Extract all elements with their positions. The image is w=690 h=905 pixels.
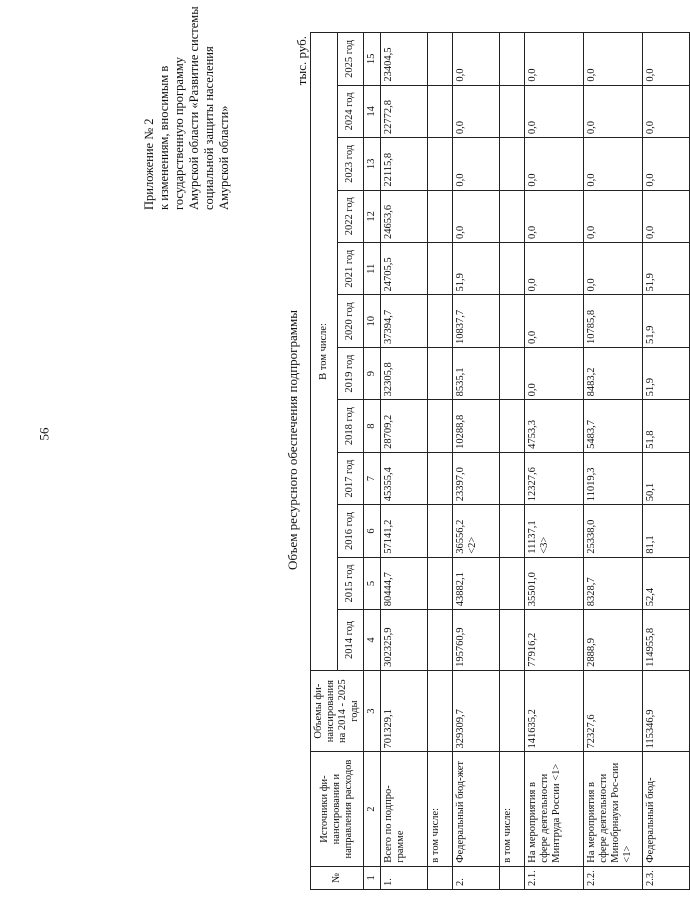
table-row [584,33,643,890]
column-number: 11 [364,243,381,295]
row-year-value [500,138,525,190]
row-year-value: 8483,2 [584,347,643,399]
row-year-value: 0,0 [453,33,500,86]
row-year-value: 0,0 [525,85,584,137]
row-year-value: 8328,7 [584,557,643,609]
row-year-value: 11019,3 [584,452,643,504]
row-number: 2.3. [643,866,690,889]
row-year-value: 80444,7 [381,557,428,609]
row-year-value: 35501,0 [525,557,584,609]
row-year-value: 0,0 [453,190,500,242]
column-number: 1 [364,866,381,889]
row-year-value: 77916,2 [525,610,584,671]
row-name: в том числе: [428,752,453,866]
row-year-value: 50,1 [643,452,690,504]
units-label: тыс. руб. [294,36,309,86]
row-year-value: 0,0 [453,85,500,137]
row-year-value [500,33,525,86]
column-number: 6 [364,505,381,557]
row-year-value: 8535,1 [453,347,500,399]
header-year: 2020 год [337,295,364,347]
row-name: Федеральный бюд-жет [453,752,500,866]
row-year-value: 0,0 [453,138,500,190]
appendix-line: Приложение № 2 [142,118,156,210]
row-name: в том числе: [500,752,525,866]
row-name: Всего по подпро-грамме [381,752,428,866]
row-number [500,866,525,889]
row-year-value: 0,0 [584,85,643,137]
row-total: 329309,7 [453,670,500,752]
row-year-value [500,295,525,347]
row-year-value: 51,9 [453,243,500,295]
row-year-value: 24705,5 [381,243,428,295]
row-year-value [500,452,525,504]
row-year-value [428,295,453,347]
table-row [428,33,453,890]
row-year-value [428,452,453,504]
header-year: 2023 год [337,138,364,190]
appendix-line: Амурской области «Развитие системы [187,6,201,210]
row-total: 701329,1 [381,670,428,752]
header-year: 2019 год [337,347,364,399]
header-total: Объемы фи-нансирования на 2014 - 2025 годы [311,670,364,752]
column-number: 3 [364,670,381,752]
row-year-value: 0,0 [525,33,584,86]
row-year-value [428,138,453,190]
header-including: В том числе: [311,33,338,671]
row-total [500,670,525,752]
header-year: 2024 год [337,85,364,137]
row-year-value: 0,0 [643,138,690,190]
header-year: 2021 год [337,243,364,295]
row-year-value: 11137,1 <3> [525,505,584,557]
appendix-line: государственную программу [172,56,186,210]
document-title: Объем ресурсного обеспечения подпрограммы [285,310,300,570]
row-year-value [500,190,525,242]
column-number: 5 [364,557,381,609]
row-year-value [428,85,453,137]
row-year-value [500,557,525,609]
row-year-value: 52,4 [643,557,690,609]
row-year-value: 81,1 [643,505,690,557]
row-year-value: 10785,8 [584,295,643,347]
header-year: 2025 год [337,33,364,86]
row-total: 141635,2 [525,670,584,752]
row-year-value [428,557,453,609]
header-year: 2022 год [337,190,364,242]
row-year-value: 23404,5 [381,33,428,86]
header-year: 2014 год [337,610,364,671]
table-row [453,33,500,890]
row-year-value: 45355,4 [381,452,428,504]
row-year-value [428,347,453,399]
column-number: 13 [364,138,381,190]
row-year-value: 195760,9 [453,610,500,671]
row-year-value [428,243,453,295]
appendix-note [142,6,232,210]
table-row [500,33,525,890]
row-year-value: 43882,1 [453,557,500,609]
row-year-value [500,85,525,137]
row-year-value: 37394,7 [381,295,428,347]
row-name: Федеральный бюд- [643,752,690,866]
row-year-value: 32305,8 [381,347,428,399]
row-year-value: 57141,2 [381,505,428,557]
row-year-value: 51,9 [643,295,690,347]
row-number: 1. [381,866,428,889]
row-year-value [428,610,453,671]
row-year-value: 12327,6 [525,452,584,504]
row-year-value: 10288,8 [453,400,500,452]
row-year-value: 23397,0 [453,452,500,504]
page-number: 56 [36,427,52,441]
row-year-value: 0,0 [525,347,584,399]
row-total: 115346,9 [643,670,690,752]
row-year-value: 0,0 [584,33,643,86]
row-year-value: 0,0 [584,190,643,242]
header-sources: Источники фи-нансирования и направления расходов [311,752,364,866]
column-number: 10 [364,295,381,347]
row-year-value: 0,0 [525,138,584,190]
row-year-value: 25338,0 [584,505,643,557]
row-number: 2. [453,866,500,889]
budget-table [310,32,690,890]
table-row [643,33,690,890]
header-year: 2015 год [337,557,364,609]
row-year-value [428,505,453,557]
row-year-value: 0,0 [584,243,643,295]
row-total [428,670,453,752]
row-year-value [428,33,453,86]
row-year-value [500,400,525,452]
column-number: 9 [364,347,381,399]
row-year-value: 2888,9 [584,610,643,671]
row-year-value: 0,0 [643,33,690,86]
row-year-value [428,400,453,452]
row-number: 2.1. [525,866,584,889]
row-year-value: 0,0 [584,138,643,190]
column-number: 7 [364,452,381,504]
row-year-value: 114955,8 [643,610,690,671]
table-body [364,33,690,890]
row-number: 2.2. [584,866,643,889]
column-number-row [364,33,381,890]
appendix-line: к изменениям, вносимым в [157,65,171,210]
row-year-value: 24653,6 [381,190,428,242]
row-year-value [500,347,525,399]
row-year-value: 0,0 [525,295,584,347]
row-name: На мероприятия в сфере деятельности Минтруда России <1> [525,752,584,866]
header-year: 2016 год [337,505,364,557]
row-year-value: 22115,8 [381,138,428,190]
row-total: 72327,6 [584,670,643,752]
row-year-value: 0,0 [525,190,584,242]
column-number: 2 [364,752,381,866]
row-year-value: 51,9 [643,347,690,399]
column-number: 4 [364,610,381,671]
rotated-page [60,6,656,890]
row-year-value: 51,9 [643,243,690,295]
row-year-value [428,190,453,242]
column-number: 15 [364,33,381,86]
row-year-value: 0,0 [525,243,584,295]
header-year: 2018 год [337,400,364,452]
row-year-value: 28709,2 [381,400,428,452]
row-year-value: 302325,9 [381,610,428,671]
row-year-value [500,243,525,295]
row-year-value: 10837,7 [453,295,500,347]
row-year-value: 0,0 [643,190,690,242]
row-year-value: 0,0 [643,85,690,137]
appendix-line: социальной защиты населения [202,46,216,210]
appendix-line: Амурской области» [217,105,231,210]
row-year-value: 4753,3 [525,400,584,452]
row-year-value [500,610,525,671]
table-row [381,33,428,890]
row-year-value: 36556,2 <2> [453,505,500,557]
row-year-value [500,505,525,557]
column-number: 14 [364,85,381,137]
table-row [525,33,584,890]
row-year-value: 51,8 [643,400,690,452]
row-number [428,866,453,889]
column-number: 8 [364,400,381,452]
row-year-value: 5483,7 [584,400,643,452]
column-number: 12 [364,190,381,242]
header-year: 2017 год [337,452,364,504]
row-year-value: 22772,8 [381,85,428,137]
row-name: На мероприятия в сфере деятельности Минобрнауки Рос-сии <1> [584,752,643,866]
header-no: № [311,866,364,889]
